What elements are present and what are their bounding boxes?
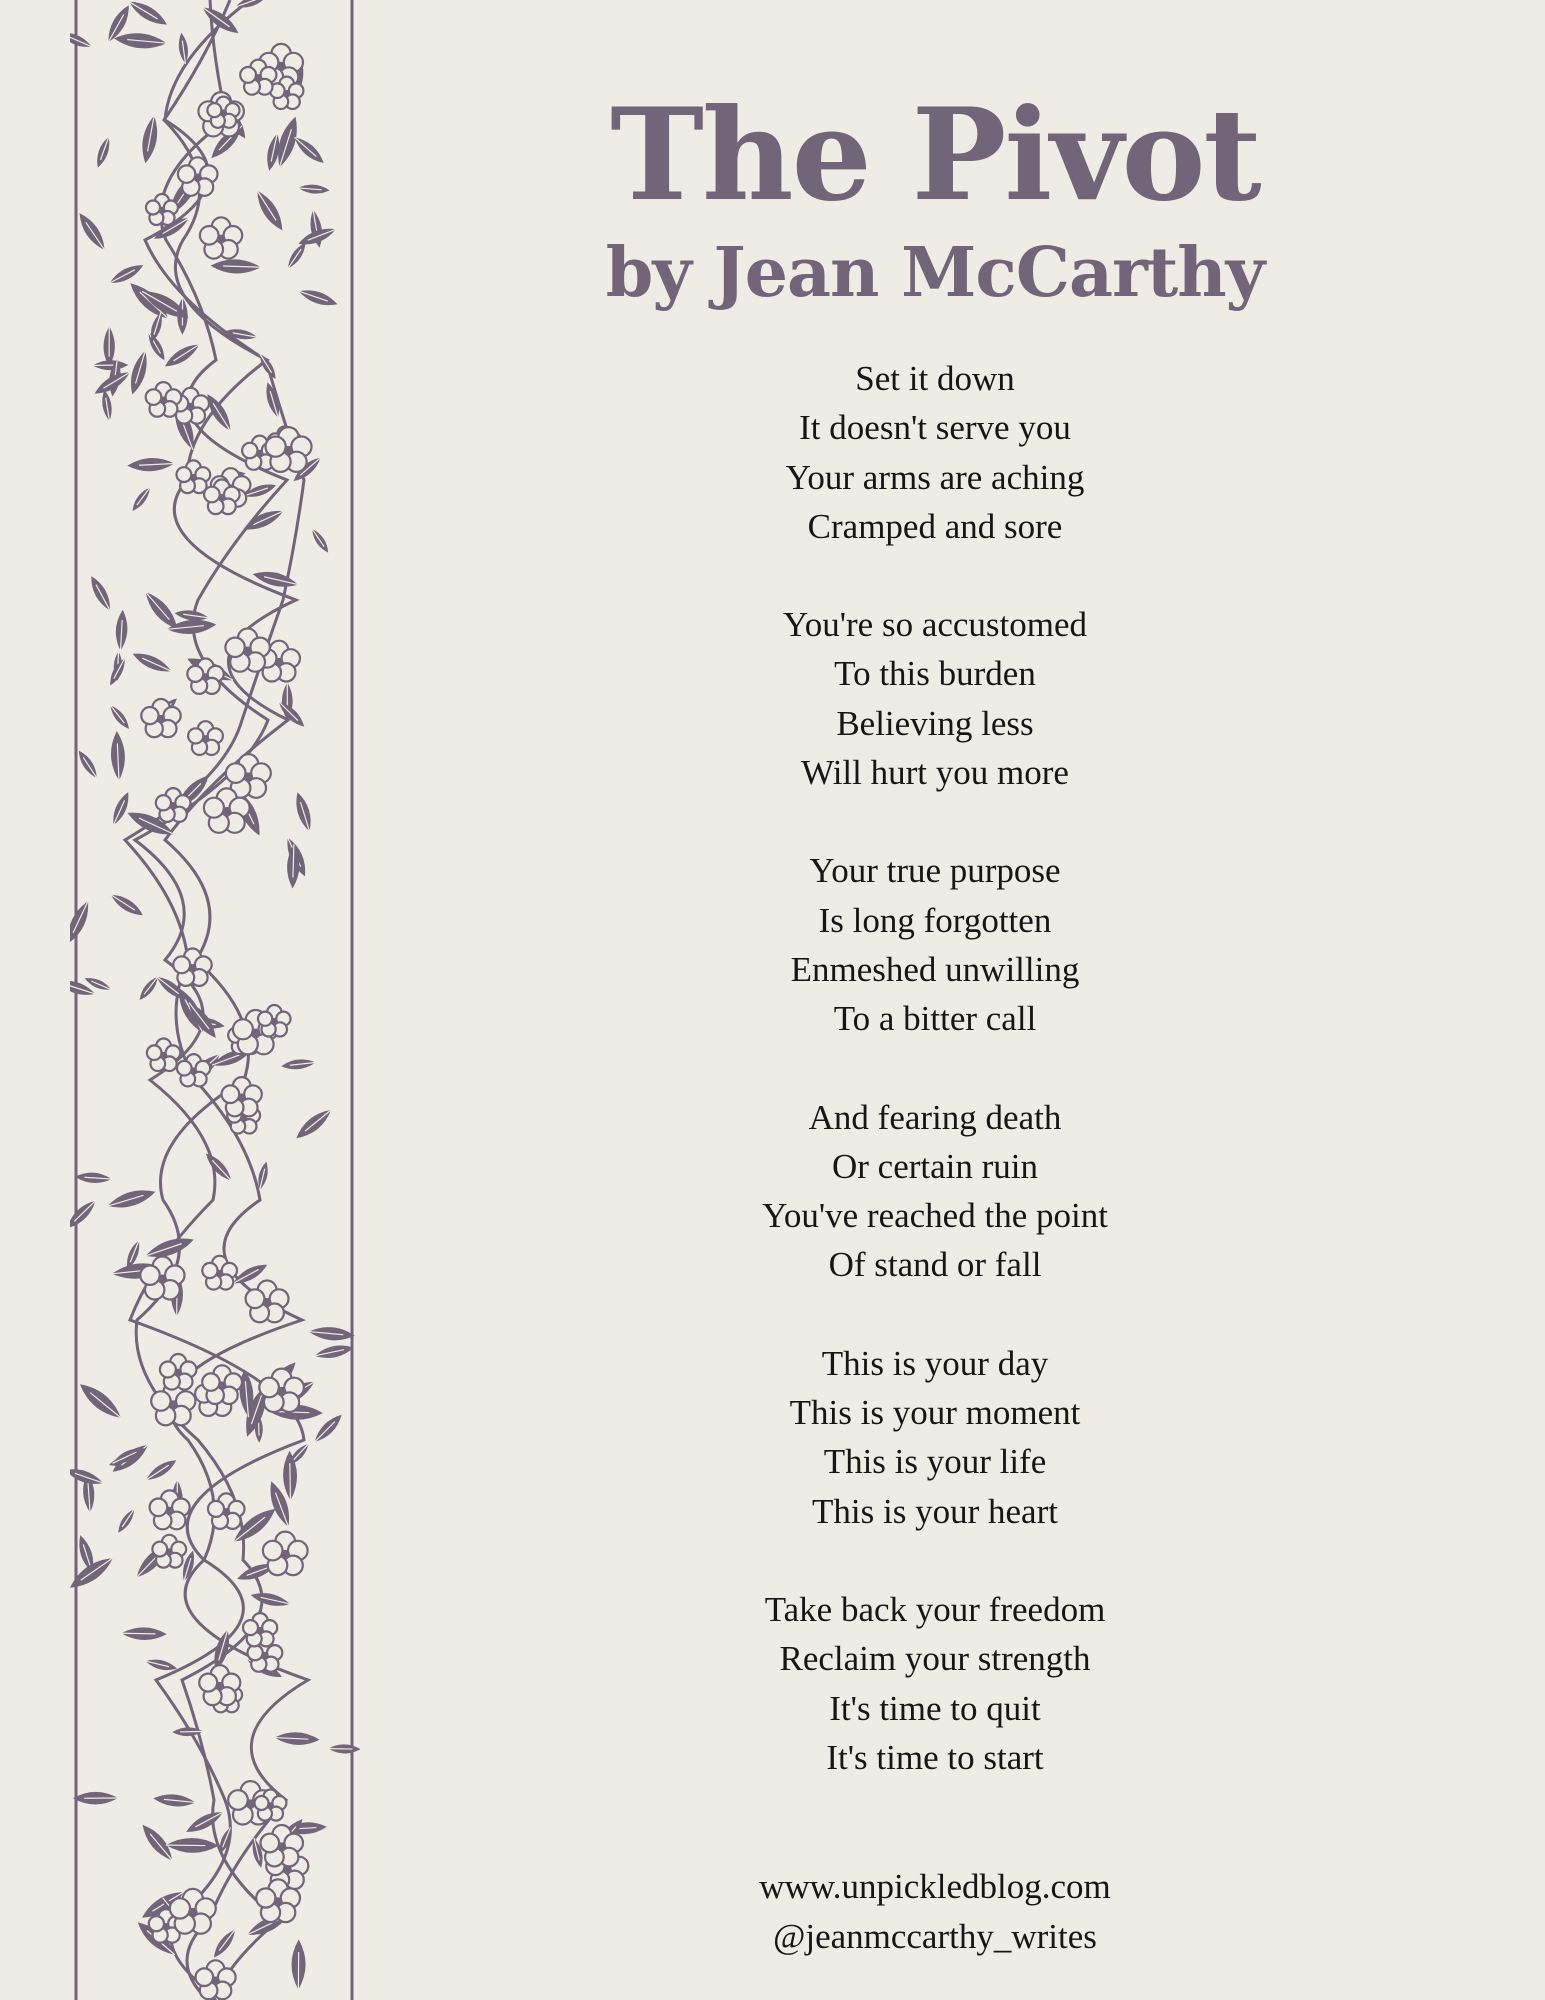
stanza <box>580 1339 1290 1536</box>
poem-line: Of stand or fall <box>828 1245 1042 1285</box>
poem-line: This is your day <box>821 1343 1049 1383</box>
poem-body <box>580 354 1290 1782</box>
stanza <box>580 1093 1290 1290</box>
poem-line: It's time to start <box>826 1737 1044 1777</box>
poem-line: You're so accustomed <box>782 605 1088 645</box>
stanza <box>580 600 1290 797</box>
poem-line: Believing less <box>836 703 1034 743</box>
leaf-vein <box>180 1731 203 1732</box>
poem-line: Set it down <box>855 359 1015 398</box>
poem-line: Your arms are aching <box>785 457 1085 497</box>
footer <box>580 1862 1290 1962</box>
stanza <box>580 846 1290 1043</box>
poem-line: Cramped and sore <box>807 506 1063 546</box>
poem-line: Take back your freedom <box>764 1589 1106 1629</box>
poem-line: Or certain ruin <box>831 1146 1039 1186</box>
social-handle[interactable]: @jeanmccarthy_writes <box>773 1917 1097 1956</box>
poem-line: You've reached the point <box>762 1196 1108 1236</box>
stanza <box>580 1585 1290 1782</box>
poem-line: Enmeshed unwilling <box>790 949 1080 989</box>
website-link[interactable]: www.unpickledblog.com <box>759 1867 1111 1906</box>
floral-vine-border <box>70 0 360 2000</box>
leaf-vein <box>121 1633 155 1634</box>
stanza <box>580 354 1290 551</box>
poem-line: This is your life <box>823 1442 1047 1482</box>
poem-line: To a bitter call <box>833 999 1037 1039</box>
poem-line: And fearing death <box>808 1097 1062 1137</box>
poem-author: by Jean McCarthy <box>605 233 1265 313</box>
leaf-vein <box>290 1463 291 1500</box>
poem-line: Reclaim your strength <box>779 1639 1091 1679</box>
poem-line: This is your moment <box>789 1393 1081 1433</box>
poem-line: This is your heart <box>812 1491 1058 1531</box>
poem-line: Your true purpose <box>809 851 1061 891</box>
poem-line: Is long forgotten <box>818 900 1052 940</box>
poem-line: To this burden <box>834 654 1036 694</box>
poem-content <box>580 80 1290 1831</box>
poem-line: It's time to quit <box>829 1688 1041 1728</box>
poem-line: Will hurt you more <box>801 753 1069 793</box>
poem-title: The Pivot <box>610 81 1260 229</box>
poem-line: It doesn't serve you <box>799 408 1071 448</box>
